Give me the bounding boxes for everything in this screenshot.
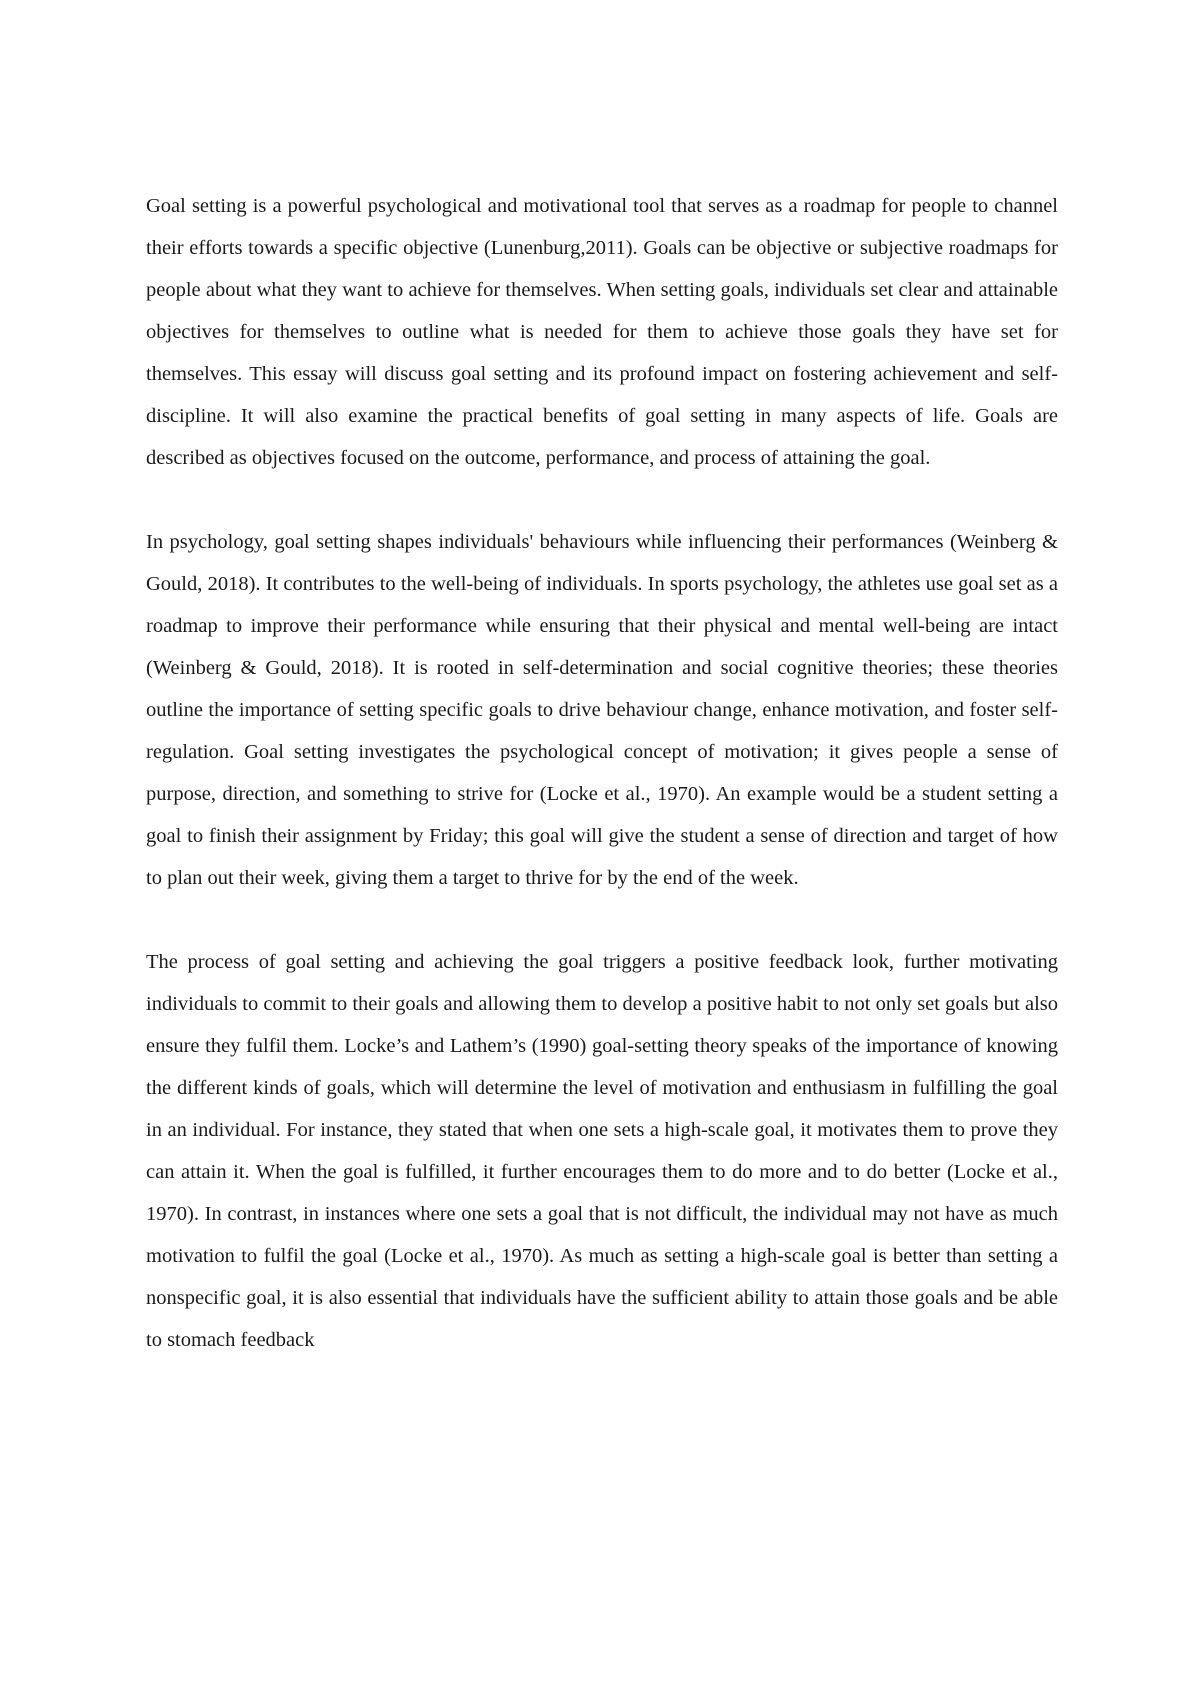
paragraph-process: The process of goal setting and achieving the goal triggers a positive feedback look, further motivating individuals to commit to their goals and allowing them to develop a positive habit to not only set goals but also ensure they fulfil them. Locke’s and Lathem’s (1990) goal-setting theory speaks of the importance of knowing the different kinds of goals, which will determine the level of motivation and enthusiasm in fulfilling the goal in an individual. For instance, they stated that when one sets a high-scale goal, it motivates them to prove they can attain it. When the goal is fulfilled, it further encourages them to do more and to do better (Locke et al., 1970). In contrast, in instances where one sets a goal that is not difficult, the individual may not have as much motivation to fulfil the goal (Locke et al., 1970). As much as setting a high-scale goal is better than setting a nonspecific goal, it is also essential that individuals have the sufficient ability to attain those goals and be able to stomach feedback — [146, 951, 1058, 1351]
paragraph-psychology: In psychology, goal setting shapes individuals' behaviours while influencing their performances (Weinberg & Gould, 2018). It contributes to the well-being of individuals. In sports psychology, the athletes use goal set as a roadmap to improve their performance while ensuring that their physical and mental well-being are intact (Weinberg & Gould, 2018). It is rooted in self-determination and social cognitive theories; these theories outline the importance of setting specific goals to drive behaviour change, enhance motivation, and foster self-regulation. Goal setting investigates the psychological concept of motivation; it gives people a sense of purpose, direction, and something to strive for (Locke et al., 1970). An example would be a student setting a goal to finish their assignment by Friday; this goal will give the student a sense of direction and target of how to plan out their week, giving them a target to thrive for by the end of the week. — [146, 531, 1058, 889]
paragraph-intro: Goal setting is a powerful psychological and motivational tool that serves as a roadmap for people to channel their efforts towards a specific objective (Lunenburg,2011). Goals can be objective or subjective roadmaps for people about what they want to achieve for themselves. When setting goals, individuals set clear and attainable objectives for themselves to outline what is needed for them to achieve those goals they have set for themselves. This essay will discuss goal setting and its profound impact on fostering achievement and self-discipline. It will also examine the practical benefits of goal setting in many aspects of life. Goals are described as objectives focused on the outcome, performance, and process of attaining the goal. — [146, 195, 1058, 469]
document-body — [146, 185, 1058, 1361]
